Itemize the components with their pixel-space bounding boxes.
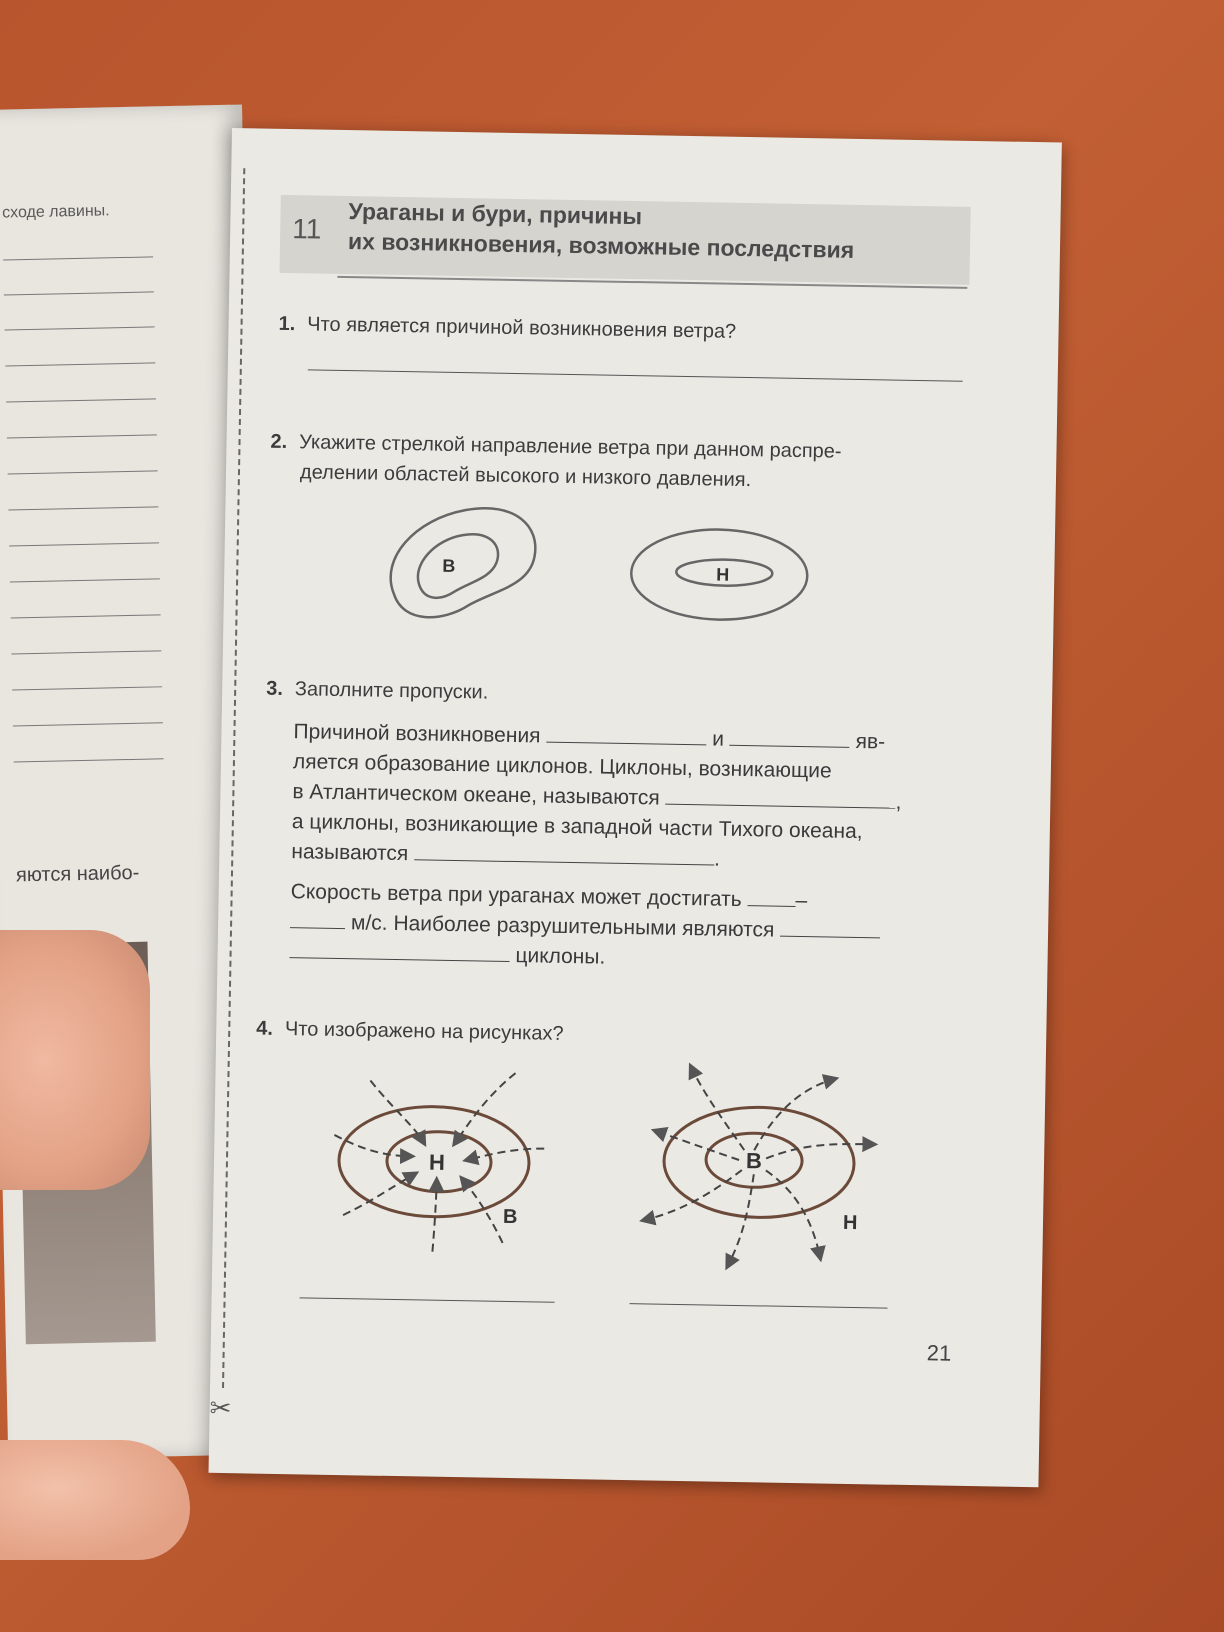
question-number: 1.: [278, 312, 296, 336]
answer-line: [10, 578, 160, 582]
answer-line: [11, 650, 161, 654]
question-1: [278, 309, 736, 347]
question-number: 2.: [270, 430, 288, 454]
left-page-text-bottom: яются наибо-: [15, 861, 140, 887]
high-pressure-isobars: [390, 507, 536, 619]
answer-line-fig1[interactable]: [300, 1297, 555, 1302]
text-segment: м/с. Наиболее разрушительными являются: [350, 911, 775, 942]
text-segment: называются: [291, 840, 409, 866]
anticyclone-outer-label: Н: [842, 1211, 858, 1235]
page-number: 21: [926, 1340, 952, 1366]
question-2: [270, 427, 971, 499]
scissors-icon: ✂: [209, 1392, 232, 1424]
blank-field[interactable]: [290, 939, 510, 962]
blank-field[interactable]: [780, 918, 880, 939]
text-segment: .: [713, 847, 721, 871]
title-line-1: Ураганы и бури, причины: [348, 198, 643, 230]
cyclone-center-label: Н: [428, 1149, 446, 1175]
pressure-diagram: [373, 499, 835, 637]
hand-thumb: [0, 1440, 190, 1560]
text-segment: и: [712, 727, 725, 751]
answer-line: [13, 722, 163, 726]
question-4: [256, 1014, 564, 1049]
text-line: ляется образование циклонов. Циклоны, возникающие: [292, 750, 832, 783]
text-segment: циклоны.: [515, 944, 606, 969]
title-line-2: их возникновения, возможные последствия: [347, 228, 855, 263]
question-text-line-2: делении областей высокого и низкого давления.: [299, 461, 752, 492]
left-page-text: сходе лавины.: [1, 202, 110, 222]
question-3: [266, 674, 489, 708]
blank-field[interactable]: [546, 724, 706, 746]
answer-line: [8, 506, 158, 510]
answer-line-fig2[interactable]: [630, 1303, 888, 1309]
answer-line: [6, 398, 156, 402]
answer-line-q1[interactable]: [308, 369, 963, 381]
fill-in-paragraph-1: [291, 717, 962, 879]
anticyclone-diagram: [632, 1060, 896, 1275]
blank-field[interactable]: [290, 909, 345, 929]
text-segment: Скорость ветра при ураганах может достигать: [290, 880, 742, 912]
blank-field[interactable]: [730, 727, 850, 748]
answer-line: [7, 434, 157, 438]
question-heading: Заполните пропуски.: [294, 678, 489, 704]
hand-finger: [0, 930, 150, 1190]
text-segment: –: [795, 888, 808, 913]
question-number: 4.: [256, 1017, 274, 1040]
cyclone-diagram: [302, 1059, 565, 1264]
answer-line: [9, 542, 159, 546]
answer-line: [5, 326, 155, 330]
cyclone-outer-label: В: [502, 1205, 518, 1229]
answer-line: [4, 291, 154, 295]
lesson-number: 11: [291, 213, 322, 245]
anticyclone-center-label: В: [745, 1148, 763, 1174]
answer-line: [11, 614, 161, 618]
question-text: Что изображено на рисунках?: [284, 1018, 564, 1045]
blank-field[interactable]: [747, 887, 795, 907]
answer-line: [5, 362, 155, 366]
text-segment: ,: [895, 790, 902, 814]
blank-field[interactable]: [414, 841, 714, 865]
high-pressure-label: В: [442, 555, 456, 576]
answer-line: [12, 686, 162, 690]
answer-line: [8, 470, 158, 474]
blank-field[interactable]: [665, 786, 895, 809]
question-text: Что является причиной возникновения ветра?: [307, 313, 737, 343]
lesson-title: [348, 196, 855, 265]
text-segment: в Атлантическом океане, называются: [292, 780, 660, 810]
answer-line: [14, 758, 164, 762]
question-number: 3.: [266, 677, 284, 700]
question-text-line-1: Укажите стрелкой направление ветра при данном распре-: [299, 431, 842, 463]
low-pressure-label: Н: [716, 564, 730, 585]
text-line: а циклоны, возникающие в западной части Тихого океана,: [291, 810, 863, 844]
fill-in-paragraph-2: [289, 877, 958, 979]
text-segment: яв-: [855, 729, 886, 754]
text-segment: Причиной возникновения: [293, 720, 541, 748]
workbook-page: [209, 128, 1062, 1487]
answer-line: [3, 256, 153, 260]
